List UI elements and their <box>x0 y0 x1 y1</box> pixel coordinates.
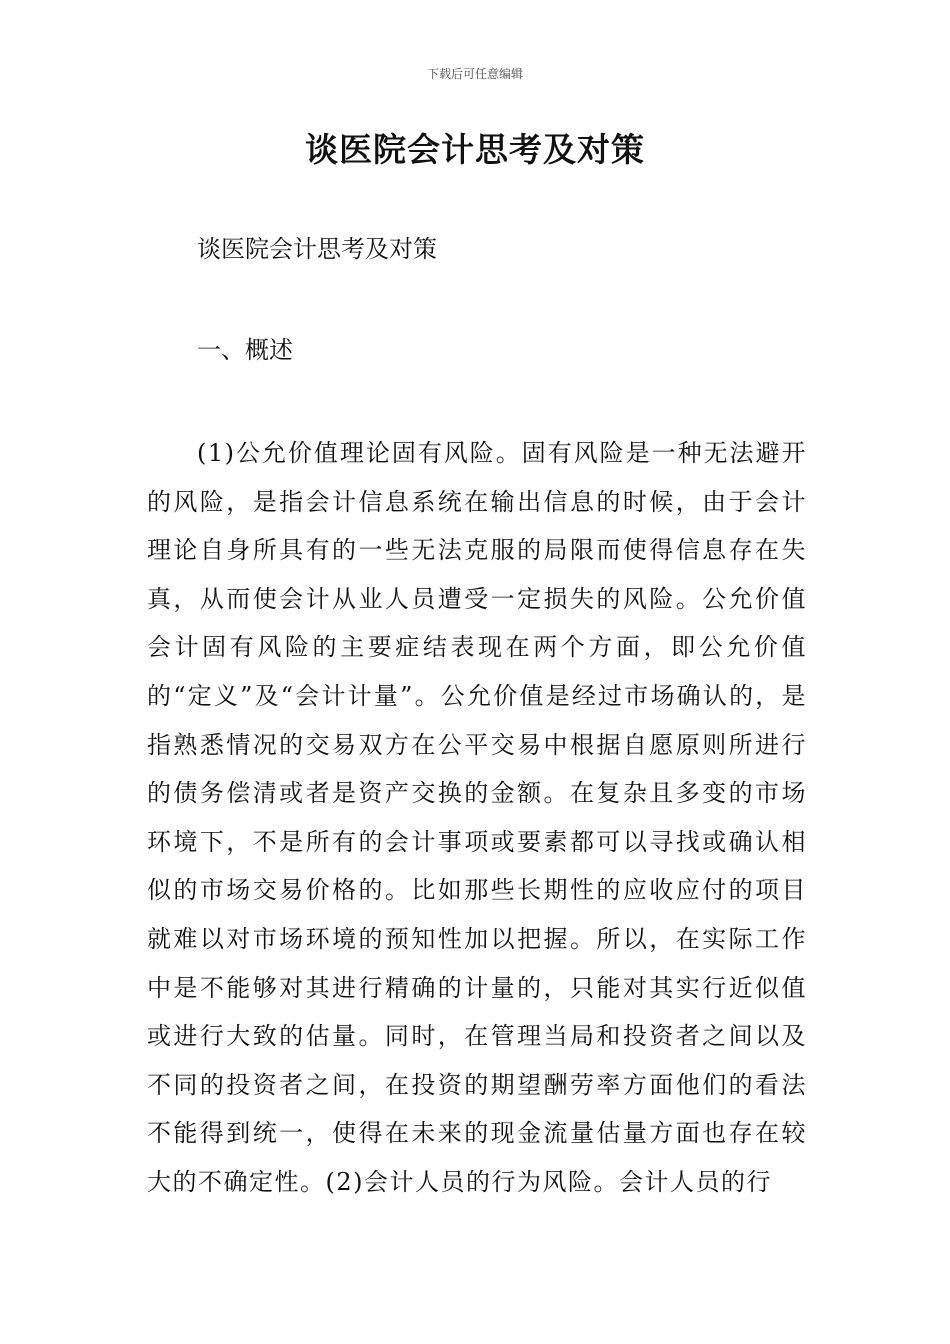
document-title: 谈医院会计思考及对策 <box>305 130 645 169</box>
header-note: 下载后可任意编辑 <box>426 67 523 81</box>
section-heading: 一、概述 <box>197 336 293 364</box>
document-subtitle: 谈医院会计思考及对策 <box>197 235 437 263</box>
body-paragraph: (1)公允价值理论固有风险。固有风险是一种无法避开的风险，是指会计信息系统在输出信息的时候，由于会计理论自身所具有的一些无法克服的局限而使得信息存在失真，从而使会计从业人员遭受一定损失的风险。公允价值会计固有风险的主要症结表现在两个方面，即公允价值的“定义”及“会计计量”。公允价值是经过市场确认的，是指熟悉情况的交易双方在公平交易中根据自愿原则所进行的债务偿清或者是资产交换的金额。在复杂且多变的市场环境下，不是所有的会计事项或要素都可以寻找或确认相似的市场交易价格的。比如那些长期性的应收应付的项目就难以对市场环境的预知性加以把握。所以，在实际工作中是不能够对其进行精确的计量的，只能对其实行近似值或进行大致的估量。同时，在管理当局和投资者之间以及不同的投资者之间，在投资的期望酬劳率方面他们的看法不能得到统一，使得在未来的现金流量估量方面也存在较大的不确定性。(2)会计人员的行为风险。会计人员的行 <box>147 439 807 1196</box>
